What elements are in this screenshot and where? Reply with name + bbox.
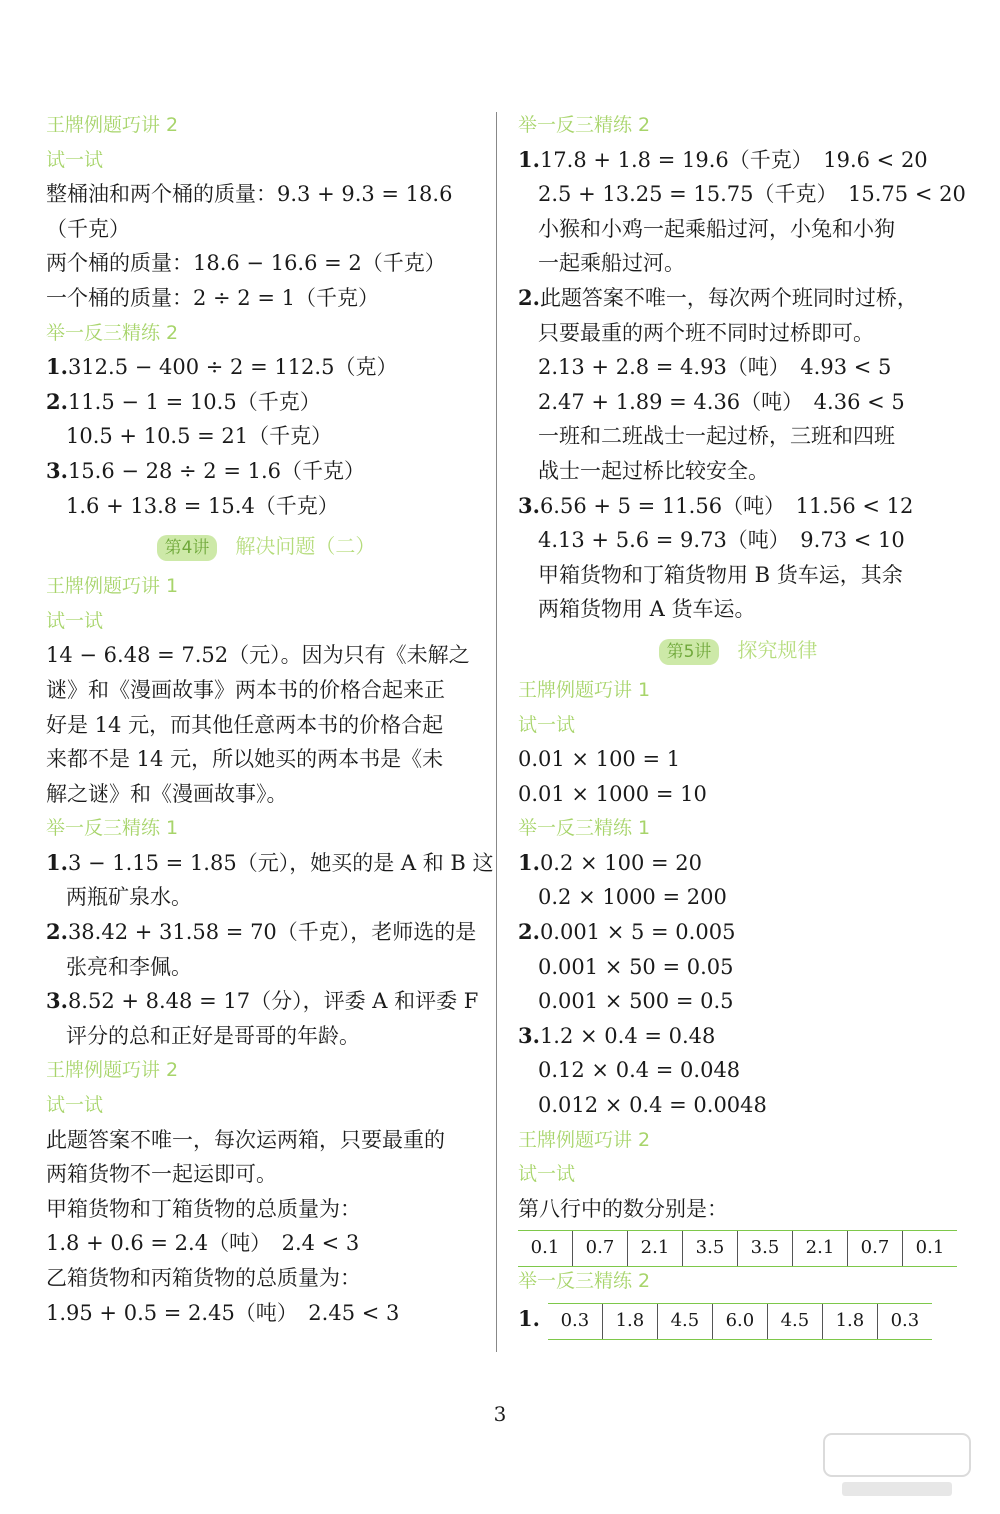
line-text: 战士一起过桥比较安全。 <box>538 458 769 483</box>
answer-line <box>518 950 958 985</box>
line-text: 此题答案不唯一，每次运两箱，只要最重的 <box>46 1127 445 1152</box>
answer-line <box>46 177 486 212</box>
answer-line <box>46 1296 486 1331</box>
answer-line <box>46 212 486 247</box>
line-text: 4.13 + 5.6 = 9.73（吨） 9.73 < 10 <box>538 528 905 553</box>
answer-line <box>46 950 486 985</box>
item-number: 1. <box>46 849 68 875</box>
sequence-cell: 0.3 <box>877 1304 932 1340</box>
answer-line <box>46 246 486 281</box>
answer-line <box>46 915 486 950</box>
line-text: 10.5 + 10.5 = 21（千克） <box>66 424 333 449</box>
answer-line <box>518 316 958 351</box>
lecture-heading <box>518 627 958 673</box>
line-text: 王牌例题巧讲 2 <box>518 1128 651 1151</box>
line-text: 王牌例题巧讲 2 <box>46 1059 179 1082</box>
sequence-cell: 0.1 <box>518 1231 573 1267</box>
line-text: 谜》和《漫画故事》两本书的价格合起来正 <box>46 677 445 702</box>
line-text: 8.52 + 8.48 = 17（分），评委 A 和评委 F <box>67 989 479 1014</box>
sequence-cell: 1.8 <box>602 1304 657 1340</box>
sequence-cell: 4.5 <box>657 1304 712 1340</box>
answer-line <box>518 385 958 420</box>
answer-line <box>46 880 486 915</box>
line-text: 14 − 6.48 = 7.52（元）。因为只有《未解之 <box>46 643 470 668</box>
page-number: 3 <box>493 1402 507 1426</box>
line-text: 1.95 + 0.5 = 2.45（吨） 2.45 < 3 <box>46 1300 400 1325</box>
line-text: 38.42 + 31.58 = 70（千克），老师选的是 <box>67 920 477 945</box>
answer-line <box>518 846 958 881</box>
lecture-title: 解决问题（二） <box>235 534 376 559</box>
line-text: 11.5 − 1 = 10.5（千克） <box>67 389 321 414</box>
section-heading <box>46 316 486 351</box>
line-text: 试一试 <box>518 1163 576 1186</box>
answer-line <box>46 1123 486 1158</box>
answer-line <box>46 350 486 385</box>
answer-line <box>518 489 958 524</box>
line-text: 举一反三精练 1 <box>46 817 179 840</box>
answer-line <box>518 592 958 627</box>
sequence-cell: 2.1 <box>628 1231 683 1267</box>
answer-line <box>518 915 958 950</box>
sequence-cell: 0.7 <box>573 1231 628 1267</box>
line-text: 张亮和李佩。 <box>66 954 192 979</box>
section-heading <box>518 708 958 743</box>
item-number: 1. <box>518 849 540 875</box>
answer-line <box>518 454 958 489</box>
line-text: 17.8 + 1.8 = 19.6（千克） 19.6 < 20 <box>539 147 928 172</box>
answer-line <box>518 1192 958 1227</box>
line-text: 两箱货物不一起运即可。 <box>46 1162 277 1187</box>
line-text: 0.2 × 100 = 20 <box>539 850 703 875</box>
item-number: 2. <box>518 284 540 310</box>
line-text: 王牌例题巧讲 2 <box>46 114 179 136</box>
sequence-cell: 0.3 <box>548 1304 603 1340</box>
answer-line <box>518 143 958 178</box>
lecture-heading <box>46 523 486 569</box>
section-heading <box>46 569 486 604</box>
answer-line <box>518 246 958 281</box>
sequence-row <box>518 1299 958 1337</box>
item-number: 3. <box>46 988 68 1014</box>
watermark-logo <box>822 1430 972 1500</box>
sequence-cell: 6.0 <box>712 1304 767 1340</box>
line-text: （千克） <box>46 216 130 241</box>
answer-line <box>46 984 486 1019</box>
line-text: 3 − 1.15 = 1.85（元），她买的是 A 和 B 这 <box>67 850 494 875</box>
section-heading <box>46 143 486 178</box>
item-number: 3. <box>518 1022 540 1048</box>
line-text: 0.001 × 5 = 0.005 <box>539 920 736 945</box>
line-text: 只要最重的两个班不同时过桥即可。 <box>538 320 874 345</box>
answer-line <box>46 777 486 812</box>
line-text: 0.01 × 100 = 1 <box>518 747 681 772</box>
sequence-table <box>518 1230 957 1267</box>
line-text: 甲箱货物和丁箱货物用 B 货车运，其余 <box>538 562 903 587</box>
line-text: 2.5 + 13.25 = 15.75（千克） 15.75 < 20 <box>538 182 966 207</box>
line-text: 两个桶的质量：18.6 − 16.6 = 2（千克） <box>46 251 446 276</box>
sequence-cell: 0.7 <box>848 1231 903 1267</box>
line-text: 第八行中的数分别是： <box>518 1196 728 1221</box>
section-heading <box>46 604 486 639</box>
sequence-row <box>518 1226 958 1264</box>
item-number: 2. <box>518 919 540 945</box>
line-text: 王牌例题巧讲 1 <box>518 678 651 701</box>
column-divider <box>496 112 497 1352</box>
line-text: 来都不是 14 元，所以她买的两本书是《未 <box>46 747 444 772</box>
answer-line <box>46 1261 486 1296</box>
sequence-cell: 0.1 <box>903 1231 958 1267</box>
line-text: 1.2 × 0.4 = 0.48 <box>539 1023 716 1048</box>
section-heading <box>518 108 958 143</box>
answer-line <box>46 281 486 316</box>
answer-line <box>518 177 966 212</box>
answer-line <box>46 846 494 881</box>
line-text: 好是 14 元，而其他任意两本书的价格合起 <box>46 712 444 737</box>
line-text: 6.56 + 5 = 11.56（吨） 11.56 < 12 <box>539 493 914 518</box>
item-number: 3. <box>518 492 540 518</box>
answer-line <box>518 419 958 454</box>
answer-line <box>518 212 958 247</box>
answer-line <box>518 1088 958 1123</box>
answer-line <box>46 1019 486 1054</box>
answer-line <box>518 1019 958 1054</box>
answer-line <box>518 777 958 812</box>
line-text: 两瓶矿泉水。 <box>66 885 192 910</box>
line-text: 评分的总和正好是哥哥的年龄。 <box>66 1023 360 1048</box>
right-column <box>518 108 966 1337</box>
line-text: 举一反三精练 1 <box>518 817 651 840</box>
lecture-badge: 第4讲 <box>157 535 218 561</box>
lecture-badge: 第5讲 <box>659 639 720 665</box>
lecture-title: 探究规律 <box>737 637 818 662</box>
line-text: 15.6 − 28 ÷ 2 = 1.6（千克） <box>67 458 366 483</box>
answer-line <box>518 1053 958 1088</box>
item-number: 1. <box>46 354 68 380</box>
line-text: 王牌例题巧讲 1 <box>46 575 179 598</box>
item-number: 2. <box>46 388 68 414</box>
line-text: 试一试 <box>46 609 104 632</box>
answer-line <box>46 419 486 454</box>
answer-line <box>46 673 486 708</box>
answer-line <box>46 454 486 489</box>
answer-line <box>46 489 486 524</box>
line-text: 312.5 − 400 ÷ 2 = 112.5（克） <box>67 355 398 380</box>
answer-line <box>518 742 958 777</box>
line-text: 0.012 × 0.4 = 0.0048 <box>538 1093 767 1118</box>
item-number: 2. <box>46 919 68 945</box>
answer-line <box>46 1157 486 1192</box>
line-text: 0.2 × 1000 = 200 <box>538 885 727 910</box>
sequence-cell: 1.8 <box>822 1304 877 1340</box>
line-text: 1.6 + 13.8 = 15.4（千克） <box>66 493 339 518</box>
line-text: 0.001 × 50 = 0.05 <box>538 954 734 979</box>
line-text: 两箱货物用 A 货车运。 <box>538 597 756 622</box>
sequence-cell: 3.5 <box>683 1231 738 1267</box>
answer-line <box>46 708 486 743</box>
line-text: 一起乘船过河。 <box>538 251 685 276</box>
line-text: 此题答案不唯一，每次两个班同时过桥， <box>539 285 918 310</box>
answer-line <box>518 350 958 385</box>
answer-line <box>46 1192 486 1227</box>
item-number: 1. <box>518 1306 540 1331</box>
line-text: 试一试 <box>46 1094 104 1117</box>
section-heading <box>518 673 958 708</box>
line-text: 一个桶的质量：2 ÷ 2 = 1（千克） <box>46 285 379 310</box>
line-text: 举一反三精练 2 <box>518 114 651 136</box>
line-text: 一班和二班战士一起过桥，三班和四班 <box>538 424 895 449</box>
line-text: 0.01 × 1000 = 10 <box>518 781 707 806</box>
section-heading <box>518 1123 958 1158</box>
section-heading <box>518 1264 958 1299</box>
answer-line <box>518 984 958 1019</box>
section-heading <box>518 1157 958 1192</box>
line-text: 0.001 × 500 = 0.5 <box>538 989 734 1014</box>
section-heading <box>46 1053 486 1088</box>
line-text: 0.12 × 0.4 = 0.048 <box>538 1058 741 1083</box>
item-number: 1. <box>518 146 540 172</box>
left-column <box>46 108 494 1330</box>
line-text: 甲箱货物和丁箱货物的总质量为： <box>46 1196 361 1221</box>
section-heading <box>46 108 486 143</box>
section-heading <box>518 811 958 846</box>
line-text: 解之谜》和《漫画故事》。 <box>46 781 288 806</box>
sequence-cell: 3.5 <box>738 1231 793 1267</box>
sequence-table <box>548 1303 932 1340</box>
line-text: 小猴和小鸡一起乘船过河，小兔和小狗 <box>538 216 895 241</box>
sequence-cell: 4.5 <box>767 1304 822 1340</box>
answer-line <box>518 558 958 593</box>
answer-line <box>46 742 486 777</box>
answer-line <box>518 281 958 316</box>
line-text: 举一反三精练 2 <box>46 321 179 344</box>
sequence-cell: 2.1 <box>793 1231 848 1267</box>
line-text: 试一试 <box>46 148 104 171</box>
answer-line <box>518 880 958 915</box>
answer-line <box>46 385 486 420</box>
item-number: 3. <box>46 457 68 483</box>
section-heading <box>46 1088 486 1123</box>
line-text: 乙箱货物和丙箱货物的总质量为： <box>46 1266 361 1290</box>
answer-line <box>46 638 486 673</box>
line-text: 1.8 + 0.6 = 2.4（吨） 2.4 < 3 <box>46 1231 360 1256</box>
section-heading <box>46 811 486 846</box>
line-text: 整桶油和两个桶的质量：9.3 + 9.3 = 18.6 <box>46 182 453 207</box>
line-text: 2.13 + 2.8 = 4.93（吨） 4.93 < 5 <box>538 355 892 380</box>
answer-line <box>46 1226 486 1261</box>
line-text: 2.47 + 1.89 = 4.36（吨） 4.36 < 5 <box>538 389 905 414</box>
answer-line <box>518 523 958 558</box>
line-text: 试一试 <box>518 713 576 736</box>
line-text: 举一反三精练 2 <box>518 1270 651 1293</box>
